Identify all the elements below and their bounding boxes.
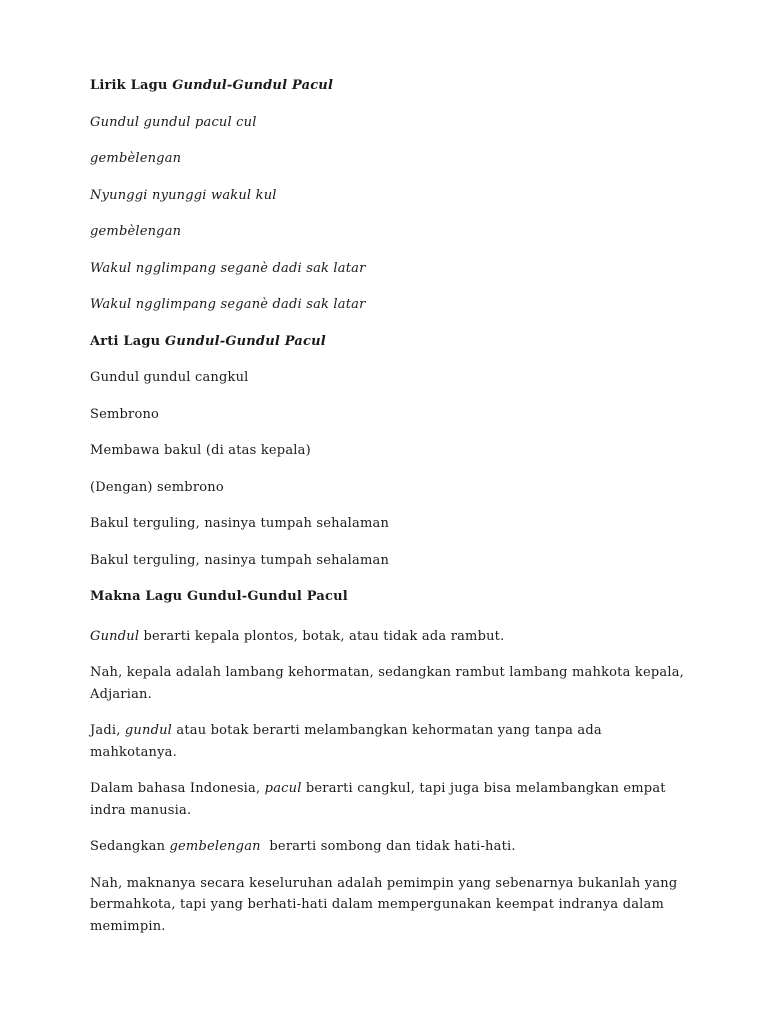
paragraph-text: Sedangkan — [90, 839, 170, 854]
lirik-line: gembèlengan — [90, 224, 182, 239]
term-gundul: gundul — [124, 723, 173, 738]
lirik-line: Gundul gundul pacul cul — [90, 114, 257, 130]
lirik-line: Wakul ngglimpang seganè dadi sak latar — [90, 297, 366, 312]
arti-line: Membawa bakul (di atas kepala) — [90, 443, 311, 458]
makna-paragraph-4 — [90, 778, 690, 821]
makna-heading: Makna Lagu Gundul-Gundul Pacul — [90, 589, 348, 604]
arti-heading-title: Gundul-Gundul Pacul — [165, 333, 326, 349]
makna-paragraph-3 — [90, 720, 690, 763]
paragraph-text: Jadi, — [90, 723, 125, 738]
lirik-line: Nyunggi nyunggi wakul kul — [90, 187, 277, 203]
arti-heading — [90, 334, 690, 350]
lirik-heading — [90, 78, 690, 94]
makna-paragraph-1 — [90, 626, 690, 648]
makna-paragraph-2: Nah, kepala adalah lambang kehormatan, sedangkan rambut lambang mahkota kepala, Adjarian. — [90, 665, 684, 702]
arti-line: Bakul terguling, nasinya tumpah sehalaman — [90, 516, 390, 531]
lirik-heading-title: Gundul-Gundul Pacul — [172, 78, 334, 93]
arti-line: Gundul gundul cangkul — [90, 370, 249, 385]
paragraph-text: berarti kepala plontos, botak, atau tidak ada rambut. — [139, 628, 505, 644]
arti-heading-plain: Arti Lagu — [90, 333, 161, 349]
lirik-line: gembèlengan — [90, 151, 182, 166]
term-gundul: Gundul — [90, 628, 140, 644]
arti-line: Bakul terguling, nasinya tumpah sehalaman — [90, 552, 390, 568]
paragraph-text: berarti sombong dan tidak hati-hati. — [260, 839, 516, 854]
term-pacul: pacul — [264, 781, 302, 796]
makna-paragraph-5 — [90, 836, 690, 858]
lirik-line: Wakul ngglimpang seganè dadi sak latar — [90, 260, 366, 276]
paragraph-text: Dalam bahasa Indonesia, — [90, 781, 265, 796]
term-gembelengan: gembelengan — [169, 839, 261, 854]
arti-line: (Dengan) sembrono — [90, 479, 224, 495]
lirik-heading-plain: Lirik Lagu — [90, 78, 168, 93]
makna-paragraph-6: Nah, maknanya secara keseluruhan adalah pemimpin yang sebenarnya bukanlah yang bermahkota, tapi yang berhati-hati dalam mempergunakan keempat indranya dalam memimpin. — [90, 875, 678, 934]
document-page — [90, 78, 690, 937]
arti-line: Sembrono — [90, 406, 160, 422]
paragraph-text: atau botak berarti melambangkan kehormatan yang tanpa ada mahkotanya. — [90, 723, 602, 760]
paragraph-text: berarti cangkul, tapi juga bisa melambangkan empat indra manusia. — [90, 781, 666, 818]
